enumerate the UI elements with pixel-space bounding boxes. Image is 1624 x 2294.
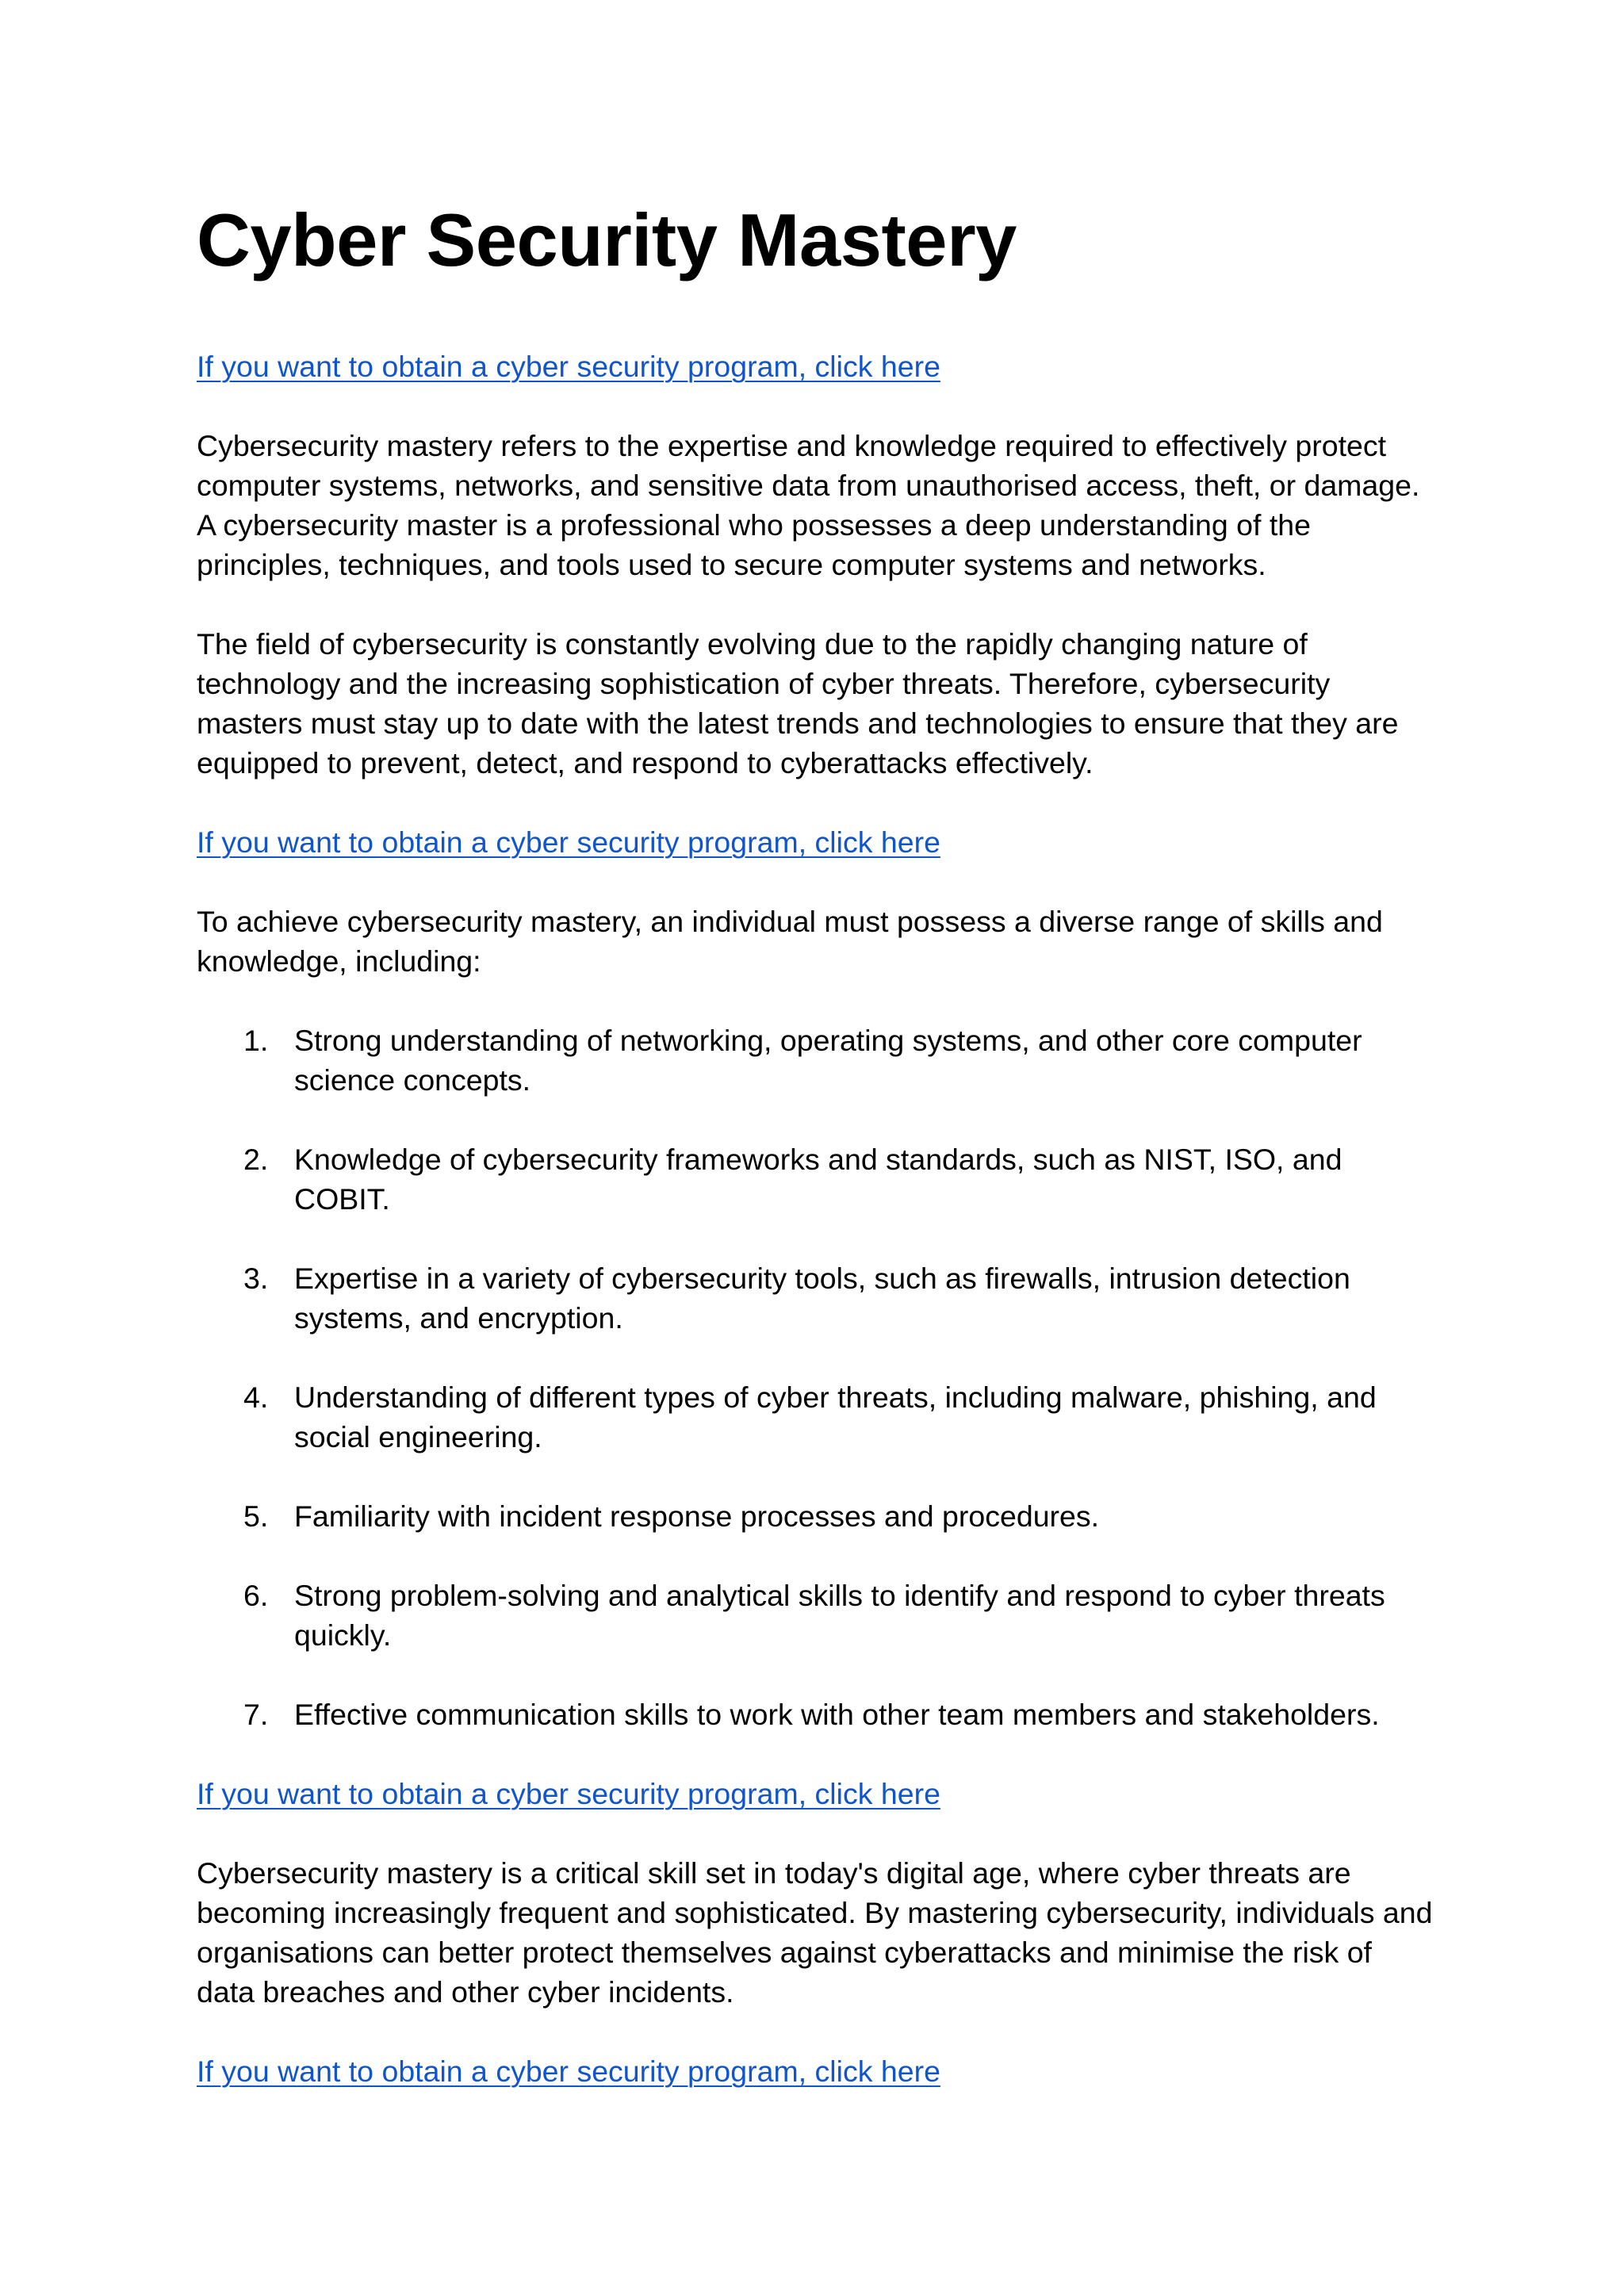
program-link-paragraph-3 bbox=[197, 1774, 1434, 1813]
list-number: 6. bbox=[243, 1579, 269, 1612]
program-link-4[interactable]: If you want to obtain a cyber security program, click here bbox=[197, 2055, 940, 2088]
program-link-1[interactable]: If you want to obtain a cyber security program, click here bbox=[197, 350, 940, 383]
program-link-2[interactable]: If you want to obtain a cyber security program, click here bbox=[197, 825, 940, 859]
list-number: 5. bbox=[243, 1499, 269, 1533]
list-item bbox=[197, 1377, 1434, 1457]
list-number: 2. bbox=[243, 1143, 269, 1176]
intro-paragraph: Cybersecurity mastery refers to the expertise and knowledge required to effectively protect computer systems, networks, and sensitive data from unauthorised access, theft, or damage. A cybersecurity master is a professional who possesses a deep understanding of the principles, techniques, and tools used to secure computer systems and networks. bbox=[197, 429, 1420, 581]
list-number: 4. bbox=[243, 1381, 269, 1414]
skills-intro-paragraph: To achieve cybersecurity mastery, an individual must possess a diverse range of skills and knowledge, including: bbox=[197, 905, 1383, 978]
list-number: 3. bbox=[243, 1262, 269, 1295]
skills-list bbox=[197, 1021, 1434, 1734]
list-item-text: Effective communication skills to work with other team members and stakeholders. bbox=[294, 1698, 1380, 1731]
list-item-text: Understanding of different types of cyber threats, including malware, phishing, and social engineering. bbox=[294, 1381, 1377, 1453]
program-link-paragraph-2 bbox=[197, 822, 1434, 862]
program-link-paragraph-4 bbox=[197, 2051, 1434, 2091]
list-number: 1. bbox=[243, 1024, 269, 1057]
evolving-field-paragraph: The field of cybersecurity is constantly evolving due to the rapidly changing nature of technology and the increasing sophistication of cyber threats. Therefore, cybersecurity masters must stay up to date with the latest trends and technologies to ensure that they are equipped to prevent, detect, and respond to cyberattacks effectively. bbox=[197, 627, 1399, 779]
program-link-3[interactable]: If you want to obtain a cyber security program, click here bbox=[197, 1777, 940, 1810]
list-item-text: Expertise in a variety of cybersecurity tools, such as firewalls, intrusion detection systems, and encryption. bbox=[294, 1262, 1350, 1335]
page-title: Cyber Security Mastery bbox=[197, 198, 1017, 281]
conclusion-paragraph: Cybersecurity mastery is a critical skill set in today's digital age, where cyber threats are becoming increasingly frequent and sophisticated. By mastering cybersecurity, individuals and organisations can better protect themselves against cyberattacks and minimise the risk of data breaches and other cyber incidents. bbox=[197, 1856, 1433, 2009]
list-item bbox=[197, 1021, 1434, 1100]
list-item bbox=[197, 1695, 1434, 1734]
list-item bbox=[197, 1139, 1434, 1219]
program-link-paragraph-1 bbox=[197, 347, 1434, 386]
document-content bbox=[197, 197, 1434, 2091]
list-item-text: Strong understanding of networking, operating systems, and other core computer science concepts. bbox=[294, 1024, 1362, 1097]
list-item bbox=[197, 1576, 1434, 1655]
list-item-text: Familiarity with incident response processes and procedures. bbox=[294, 1499, 1100, 1533]
list-item-text: Knowledge of cybersecurity frameworks and standards, such as NIST, ISO, and COBIT. bbox=[294, 1143, 1342, 1216]
list-item bbox=[197, 1496, 1434, 1536]
list-item-text: Strong problem-solving and analytical skills to identify and respond to cyber threats quickly. bbox=[294, 1579, 1385, 1652]
list-number: 7. bbox=[243, 1698, 269, 1731]
list-item bbox=[197, 1258, 1434, 1338]
